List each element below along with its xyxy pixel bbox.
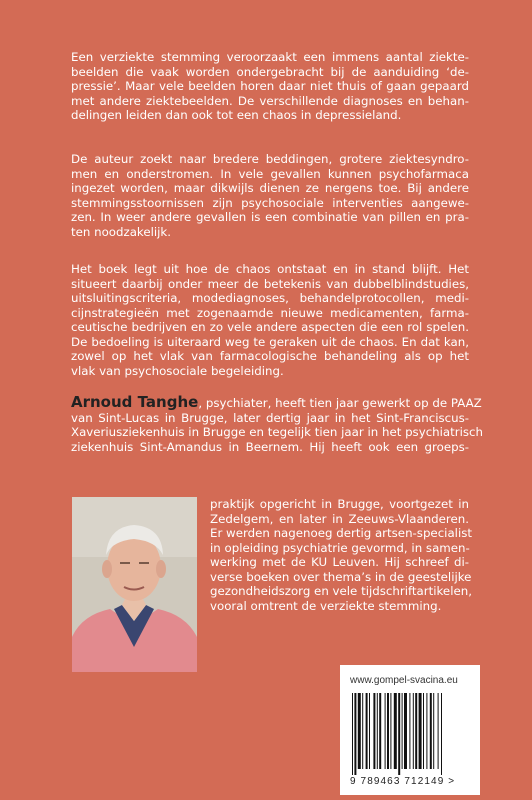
paragraph-line: zen. In weer andere gevallen is een combinatie van pillen en pra- bbox=[71, 210, 469, 224]
paragraph-line: vlak van psychosociale begeleiding. bbox=[71, 363, 284, 378]
barcode-bar bbox=[373, 693, 375, 769]
paragraph-line: pressie’. Maar vele beelden horen daar niet thuis of gaan gepaard bbox=[71, 79, 469, 93]
paragraph-line: situeert daarbij onder meer de betekenis van dubbelblindstudies, bbox=[71, 276, 469, 291]
paragraph-line: ingezet worden, maar dikwijls dienen ze nergens toe. Bij andere bbox=[71, 181, 469, 195]
author-name: Arnoud Tanghe bbox=[71, 393, 199, 411]
bio-line: Zedelgem, en later in Zeeuws-Vlaanderen. bbox=[210, 511, 469, 526]
barcode-icon bbox=[350, 693, 470, 775]
paragraph-line: stemmingsstoornissen zijn psychosociale interventies aangewe- bbox=[71, 195, 469, 210]
bio-line: gezondheidszorg en vele tijdschriftartikelen, bbox=[210, 584, 472, 598]
bio-line: vooral omtrent de verziekte stemming. bbox=[210, 598, 442, 613]
bio-line: werking met de KU Leuven. Hij schreef di- bbox=[210, 555, 469, 569]
paragraph-line: cijnstrategieën met zogenaamde nieuwe medicamenten, farma- bbox=[71, 305, 469, 320]
barcode-bar bbox=[438, 693, 439, 769]
bio-line: praktijk opgericht in Brugge, voortgezet in bbox=[210, 497, 469, 511]
paragraph-line: De auteur zoekt naar bredere beddingen, grotere ziektesyndro- bbox=[71, 152, 469, 166]
paragraph-line: ceutische bedrijven en zo vele andere aspecten die een rol spelen. bbox=[71, 320, 469, 334]
paragraph-line: zowel op het vlak van farmacologische behandeling als op het bbox=[71, 349, 469, 363]
barcode-bar bbox=[409, 693, 410, 769]
barcode-bar bbox=[352, 693, 353, 775]
paragraph-line: Het boek legt uit hoe de chaos ontstaat en in stand blijft. Het bbox=[71, 262, 469, 276]
paragraph-line: beelden die vaak worden ondergebracht bij de aanduiding ‘de- bbox=[71, 64, 469, 79]
barcode-bar bbox=[377, 693, 378, 769]
barcode-bar bbox=[404, 693, 407, 769]
barcode-bar bbox=[358, 693, 361, 769]
paragraph-line: delingen leiden dan ook tot een chaos in depressieland. bbox=[71, 108, 402, 122]
bio-line: in opleiding psychiatrie gevormd, in samen- bbox=[210, 540, 470, 555]
barcode-bar bbox=[441, 693, 442, 775]
paragraph-line: met andere ziektebeelden. De verschillende diagnoses en behan- bbox=[71, 93, 469, 108]
barcode-bar bbox=[387, 693, 389, 769]
barcode-bar bbox=[430, 693, 432, 769]
paragraph-line: men en onderstromen. In vele gevallen kunnen psychofarmaca bbox=[71, 166, 469, 181]
barcode-box bbox=[340, 665, 480, 795]
barcode-bar bbox=[362, 693, 363, 769]
barcode-bar bbox=[385, 693, 386, 769]
paragraph-line: Een verziekte stemming veroorzaakt een immens aantal ziekte- bbox=[71, 50, 469, 64]
barcode-bar bbox=[390, 693, 391, 769]
barcode-bar bbox=[394, 693, 397, 769]
bio-line: Xaveriusziekenhuis in Brugge en tegelijk tien jaar in het psychiatrisch bbox=[71, 425, 484, 439]
barcode-bar bbox=[415, 693, 417, 769]
paragraph-line: uitsluitingscriteria, modediagnoses, behandelprotocollen, medi- bbox=[71, 291, 469, 305]
paragraph-line: De bedoeling is uiteraard weg te geraken uit de chaos. En dat kan, bbox=[71, 334, 469, 349]
author-bio-top bbox=[71, 393, 484, 454]
paragraph-2 bbox=[71, 152, 469, 239]
barcode-bar bbox=[379, 693, 381, 769]
barcode-bar bbox=[426, 693, 427, 769]
barcode-bar bbox=[398, 693, 400, 775]
barcode-bar bbox=[354, 693, 356, 775]
author-bio-right bbox=[210, 497, 473, 613]
barcode-bar bbox=[433, 693, 434, 769]
publisher-url: www.gompel-svacina.eu bbox=[350, 675, 458, 686]
isbn-number: 9 789463 712149 > bbox=[350, 776, 456, 787]
bio-line: van Sint-Lucas in Brugge, later dertig jaar in het Sint-Franciscus- bbox=[71, 410, 469, 425]
barcode-bar bbox=[402, 693, 403, 769]
barcode-bar bbox=[369, 693, 370, 769]
barcode-bar bbox=[423, 693, 424, 769]
bio-line: Er werden nagenoeg dertig artsen-specialist bbox=[210, 526, 473, 540]
barcode-bar bbox=[419, 693, 422, 769]
paragraph-3 bbox=[71, 262, 469, 378]
paragraph-1 bbox=[71, 50, 469, 123]
author-photo bbox=[72, 497, 197, 672]
barcode-bar bbox=[366, 693, 368, 769]
bio-line: verse boeken over thema’s in de geestelijke bbox=[210, 569, 472, 584]
bio-first-line-rest: , psychiater, heeft tien jaar gewerkt op de PAAZ bbox=[198, 396, 482, 410]
bio-line: ziekenhuis Sint-Amandus in Beernem. Hij heeft ook een groeps- bbox=[71, 439, 469, 454]
barcode-bar bbox=[413, 693, 414, 769]
bio-first-line bbox=[71, 393, 482, 411]
paragraph-line: ten noodzakelijk. bbox=[71, 224, 172, 239]
